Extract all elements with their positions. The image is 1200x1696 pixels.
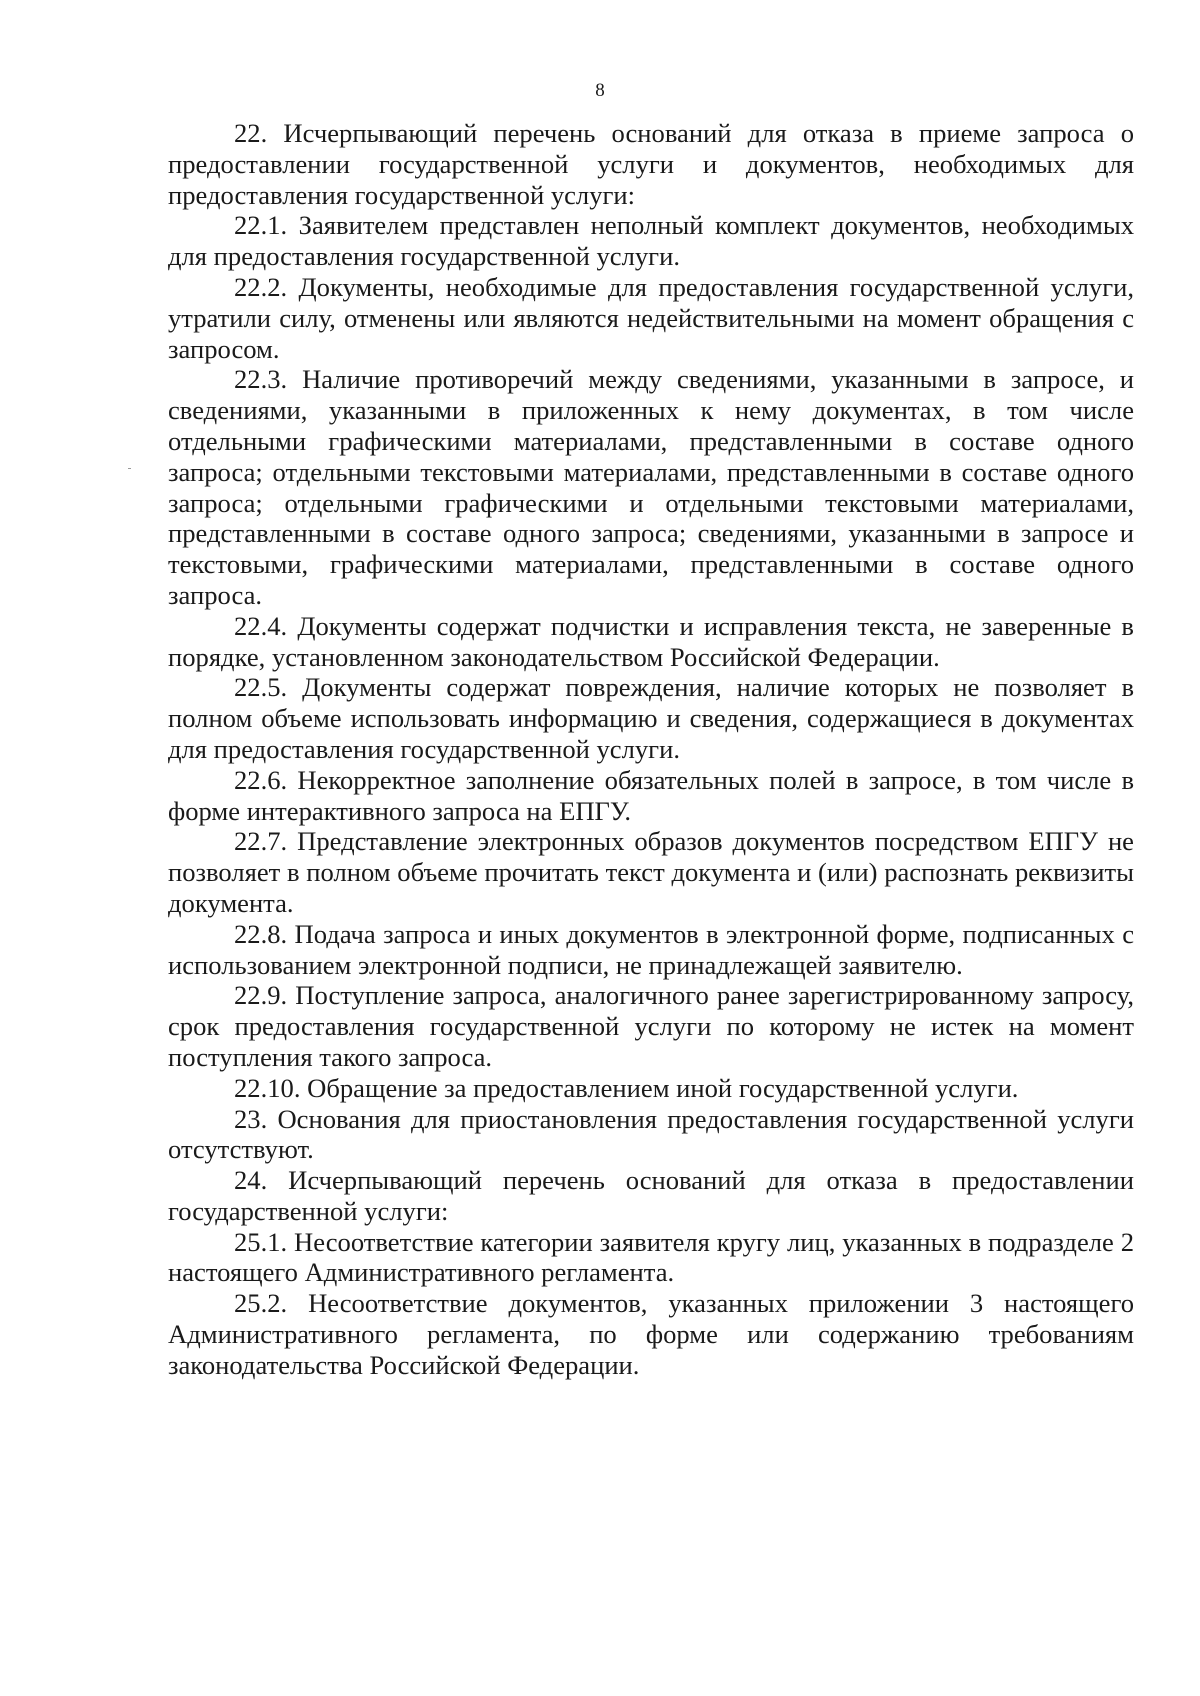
paragraph-22-6: 22.6. Некорректное заполнение обязательных полей в запросе, в том числе в форме интерактивного запроса на ЕПГУ. bbox=[168, 764, 1134, 826]
paragraph-22-7: 22.7. Представление электронных образов документов посредством ЕПГУ не позволяет в полном объеме прочитать текст документа и (или) распознать реквизиты документа. bbox=[168, 826, 1134, 918]
page-number: 8 bbox=[595, 80, 605, 101]
paragraph-22-4: 22.4. Документы содержат подчистки и исправления текста, не заверенные в порядке, установленном законодательством Российской Федерации. bbox=[168, 610, 1134, 672]
paragraph-22-5: 22.5. Документы содержат повреждения, наличие которых не позволяет в полном объеме использовать информацию и сведения, содержащиеся в документах для предоставления государственной услуги. bbox=[168, 672, 1134, 764]
paragraph-22-2: 22.2. Документы, необходимые для предоставления государственной услуги, утратили силу, отменены или являются недействительными на момент обращения с запросом. bbox=[168, 271, 1134, 364]
paragraph-22-10: 22.10. Обращение за предоставлением иной государственной услуги. bbox=[234, 1072, 1019, 1103]
document-body bbox=[168, 118, 1134, 1381]
paragraph-22-8: 22.8. Подача запроса и иных документов в электронной форме, подписанных с использованием электронной подписи, не принадлежащей заявителю. bbox=[168, 918, 1134, 980]
paragraph-23: 23. Основания для приостановления предоставления государственной услуги отсутствуют. bbox=[168, 1103, 1134, 1165]
paragraph-22-9: 22.9. Поступление запроса, аналогичного ранее зарегистрированному запросу, срок предоставления государственной услуги по которому не истек на момент поступления такого запроса. bbox=[168, 980, 1134, 1072]
paragraph-25-1: 25.1. Несоответствие категории заявителя кругу лиц, указанных в подразделе 2 настоящего Административного регламента. bbox=[168, 1226, 1134, 1288]
paragraph-22: 22. Исчерпывающий перечень оснований для отказа в приеме запроса о предоставлении государственной услуги и документов, необходимых для предоставления государственной услуги: bbox=[168, 118, 1134, 210]
paragraph-22-1: 22.1. Заявителем представлен неполный комплект документов, необходимых для предоставления государственной услуги. bbox=[168, 210, 1134, 272]
paragraph-24: 24. Исчерпывающий перечень оснований для отказа в предоставлении государственной услуги: bbox=[168, 1165, 1134, 1226]
paragraph-22-3: 22.3. Наличие противоречий между сведениями, указанными в запросе, и сведениями, указанными в приложенных к нему документах, в том числе отдельными графическими материалами, представленными в составе одного запроса; отдельными текстовыми материалами, представленными в составе одного запроса; отдельными графическими и отдельными текстовыми материалами, представленными в составе одного запроса; сведениями, указанными в запросе и текстовыми, графическими материалами, представленными в составе одного запроса. bbox=[168, 364, 1134, 610]
scan-speck bbox=[128, 468, 131, 469]
paragraph-25-2: 25.2. Несоответствие документов, указанных приложении 3 настоящего Административного регламента, по форме или содержанию требованиям законодательства Российской Федерации. bbox=[168, 1288, 1134, 1380]
